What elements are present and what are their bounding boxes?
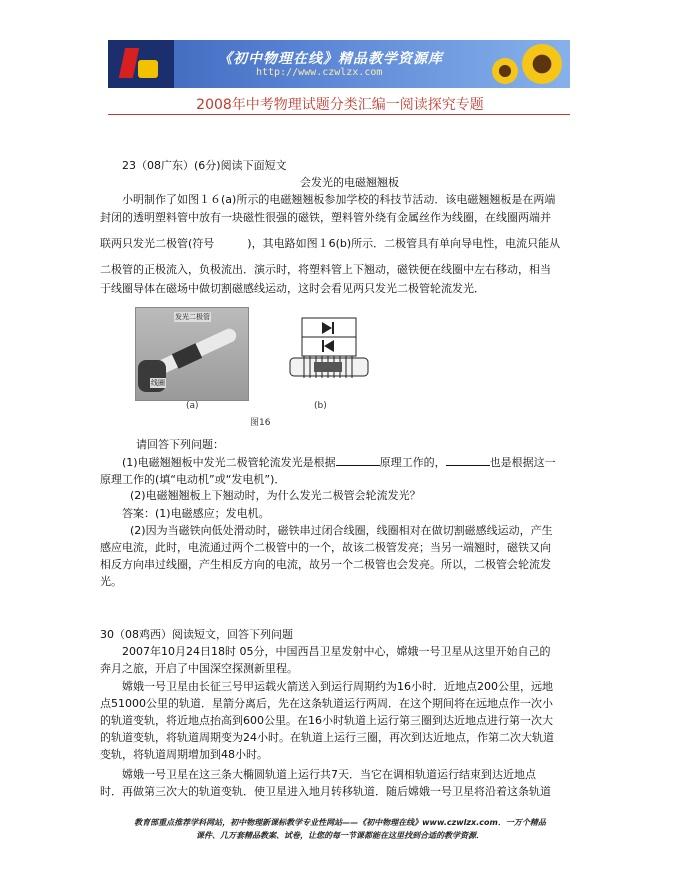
q23-para-line: 二极管的正极流入，负极流出．演示时，将塑料管上下翘动，磁铁便在线圈中左右移动，相当 xyxy=(100,263,551,276)
question-prompt: 请回答下列问题： xyxy=(136,438,224,451)
logo-red-shape xyxy=(119,48,139,78)
fig-a-led-label: 发光二极管 xyxy=(175,313,210,321)
q23-heading: 23（08广东）(6分)阅读下面短文 xyxy=(122,159,287,172)
q30-para2-line: 变轨，将轨道周期增加到48小时。 xyxy=(100,748,268,761)
answer-1: 答案：(1)电磁感应；发电机。 xyxy=(122,507,270,520)
magnet-bar xyxy=(314,362,342,372)
header-banner xyxy=(108,40,570,88)
q30-para3-line: 嫦娥一号卫星在这三条大椭圆轨道上运行共7天．当它在调相轨道运行结束到达近地点 xyxy=(122,768,536,781)
footer-line-2: 课件、几万套精品教案、试卷，让您的每一节课都能在这里找到合适的教学资源． xyxy=(196,831,484,840)
q1-text-b: 原理工作的， xyxy=(379,456,446,469)
q30-para2-line: 的轨道变轨，将近地点抬高到600公里。在16小时轨道上运行第三圈到达近地点进行第一次大 xyxy=(100,714,553,727)
q1-text-c: 也是根据这一 xyxy=(489,456,556,469)
answer-2-line: 相反方向串过线圈，产生相反方向的电流，故另一个二极管也会发亮。所以，二极管会轮流发 xyxy=(100,558,551,571)
q30-para1-line: 2007年10月24日18时 05分，中国西昌卫星发射中心，嫦娥一号卫星从这里开始自己的 xyxy=(122,645,551,658)
q23-para-line: 联两只发光二极管(符号 )，其电路如图１6(b)所示．二极管具有单向导电性，电流只能从 xyxy=(100,237,561,250)
led-diode-icon xyxy=(322,322,334,334)
logo-yellow-shape xyxy=(138,60,158,78)
q30-para1-line: 奔月之旅，开启了中国深空探测新里程。 xyxy=(100,662,298,675)
title-divider xyxy=(108,114,570,115)
figure-number: 图16 xyxy=(250,418,271,428)
q30-para3-line: 时．再做第三次大的轨道变轨．使卫星进入地月转移轨道．随后嫦娥一号卫星将沿着这条轨道 xyxy=(100,785,551,798)
banner-title: 《初中物理在线》精品教学资源库 xyxy=(218,51,443,67)
q23-para-line: 于线圈导体在磁场中做切割磁感线运动，这时会看见两只发光二极管轮流发光． xyxy=(100,282,485,295)
answer-blank-2[interactable] xyxy=(446,455,490,466)
q23-subtitle: 会发光的电磁翘翘板 xyxy=(300,176,399,189)
coil-shape xyxy=(172,343,202,368)
fig-a-coil-label: 线圈 xyxy=(151,379,165,387)
question-1-line xyxy=(122,455,556,469)
q23-para-line: 封闭的透明塑料管中放有一块磁性很强的磁铁，塑料管外绕有金属丝作为线圈，在线圈两端并 xyxy=(100,211,551,224)
page-title: 2008年中考物理试题分类汇编一阅读探究专题 xyxy=(196,97,484,113)
sunflower-small-icon xyxy=(492,58,518,84)
q30-para2-line: 点51000公里的轨道．星箭分离后，先在这条轨道运行两周．在这个期间将在远地点作一次小 xyxy=(100,697,553,710)
q30-para2-line: 嫦娥一号卫星由长征三号甲运载火箭送入到运行周期约为16小时．近地点200公里，远地 xyxy=(122,680,553,693)
question-2: (2)电磁翘翘板上下翘动时，为什么发光二极管会轮流发光？ xyxy=(130,489,421,502)
answer-2-line: 感应电流，此时，电流通过两个二极管中的一个，故该二极管发亮；当另一端翘时，磁铁又向 xyxy=(100,541,551,554)
answer-blank-1[interactable] xyxy=(336,455,380,466)
question-1-line2: 原理工作的(填“电动机”或“发电机”)． xyxy=(100,473,286,486)
q23-para-line: 小明制作了如图１６(a)所示的电磁翘翘板参加学校的科技节活动．该电磁翘翘板是在两端 xyxy=(122,193,556,206)
footer-line-1: 教育部重点推荐学科网站，初中物理新课标教学专业性网站——《初中物理在线》www.czwlzx.com．一万个精品 xyxy=(134,818,546,827)
led-diode-reverse-icon xyxy=(322,340,334,352)
sunflower-icon xyxy=(522,44,562,84)
fig-a-caption: (a) xyxy=(186,401,199,411)
banner-url[interactable]: http://www.czwlzx.com xyxy=(256,67,383,78)
fig-b-caption: (b) xyxy=(314,401,327,411)
figure-16b-circuit xyxy=(286,312,372,392)
q30-heading: 30（08鸡西）阅读短文，回答下列问题 xyxy=(100,628,293,641)
answer-2-line: (2)因为当磁铁向低处滑动时，磁铁串过闭合线圈，线圈相对在做切割磁感线运动，产生 xyxy=(130,524,553,537)
q1-text-a: (1)电磁翘翘板中发光二极管轮流发光是根据 xyxy=(122,456,336,469)
q30-para2-line: 的轨道变轨，将轨道周期变为24小时。在轨道上运行三圈，再次到达近地点，作第二次大轨道 xyxy=(100,731,554,744)
answer-2-line: 光。 xyxy=(100,575,122,588)
site-logo xyxy=(108,40,174,88)
figure-16a-photo xyxy=(135,307,249,401)
